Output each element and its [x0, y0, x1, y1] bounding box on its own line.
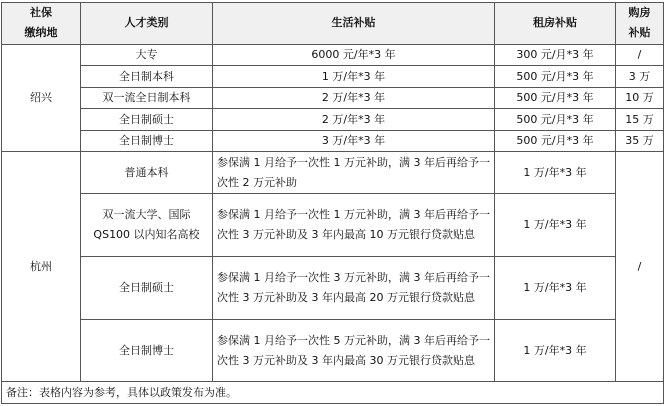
rent-cell: 1 万/年*3 年: [495, 320, 616, 382]
header-purchase: 购房 补贴: [616, 3, 664, 45]
table-row: [2, 66, 664, 87]
rent-cell: 1 万/年*3 年: [495, 256, 616, 319]
purchase-hangzhou: /: [616, 152, 664, 382]
note-text: 备注：表格内容为参考，具体以政策发布为准。: [2, 382, 664, 404]
rent-cell: 500 元/月*3 年: [495, 87, 616, 108]
purchase-cell: /: [616, 44, 664, 65]
purchase-cell: 15 万: [616, 109, 664, 130]
category-cell: 大专: [81, 44, 213, 65]
rent-cell: 300 元/月*3 年: [495, 44, 616, 65]
category-cell: 全日制硕士: [81, 109, 213, 130]
rent-cell: 500 元/月*3 年: [495, 109, 616, 130]
region-hangzhou: 杭州: [2, 152, 81, 382]
category-cell: 全日制硕士: [81, 256, 213, 319]
living-cell: 参保满 1 月给予一次性 3 万元补助，满 3 年后再给予一次性 3 万元补助及 3 年内最高 20 万元银行贷款贴息: [213, 256, 495, 319]
talent-subsidy-table: [1, 2, 664, 404]
header-category: 人才类别: [81, 3, 213, 45]
table-row: [2, 109, 664, 130]
table-row: [2, 194, 664, 256]
table-row: [2, 44, 664, 65]
table-row: [2, 320, 664, 382]
living-cell: 参保满 1 月给予一次性 5 万元补助，满 3 年后再给予一次性 3 万元补助及 3 年内最高 30 万元银行贷款贴息: [213, 320, 495, 382]
table-row: [2, 87, 664, 108]
header-region: 社保 缴纳地: [2, 3, 81, 45]
rent-cell: 500 元/月*3 年: [495, 66, 616, 87]
header-row: [2, 3, 664, 45]
purchase-cell: 10 万: [616, 87, 664, 108]
note-row: [2, 382, 664, 404]
living-cell: 1 万/年*3 年: [213, 66, 495, 87]
rent-cell: 1 万/年*3 年: [495, 194, 616, 256]
purchase-cell: 3 万: [616, 66, 664, 87]
living-cell: 3 万/年*3 年: [213, 130, 495, 151]
living-cell: 2 万/年*3 年: [213, 109, 495, 130]
region-shaoxing: 绍兴: [2, 44, 81, 151]
table-row: [2, 130, 664, 151]
category-cell: 全日制博士: [81, 130, 213, 151]
category-cell: 全日制本科: [81, 66, 213, 87]
rent-cell: 500 元/月*3 年: [495, 130, 616, 151]
category-cell: 全日制博士: [81, 320, 213, 382]
category-cell: 普通本科: [81, 152, 213, 194]
table-row: [2, 256, 664, 319]
living-cell: 2 万/年*3 年: [213, 87, 495, 108]
living-cell: 参保满 1 月给予一次性 1 万元补助，满 3 年后再给予一次性 3 万元补助及 3 年内最高 10 万元银行贷款贴息: [213, 194, 495, 256]
category-cell: 双一流全日制本科: [81, 87, 213, 108]
header-rent: 租房补贴: [495, 3, 616, 45]
living-cell: 6000 元/年*3 年: [213, 44, 495, 65]
table-row: [2, 152, 664, 194]
header-living: 生活补贴: [213, 3, 495, 45]
living-cell: 参保满 1 月给予一次性 1 万元补助，满 3 年后再给予一次性 2 万元补助: [213, 152, 495, 194]
rent-cell: 1 万/年*3 年: [495, 152, 616, 194]
category-cell: 双一流大学、国际 QS100 以内知名高校: [81, 194, 213, 256]
purchase-cell: 35 万: [616, 130, 664, 151]
